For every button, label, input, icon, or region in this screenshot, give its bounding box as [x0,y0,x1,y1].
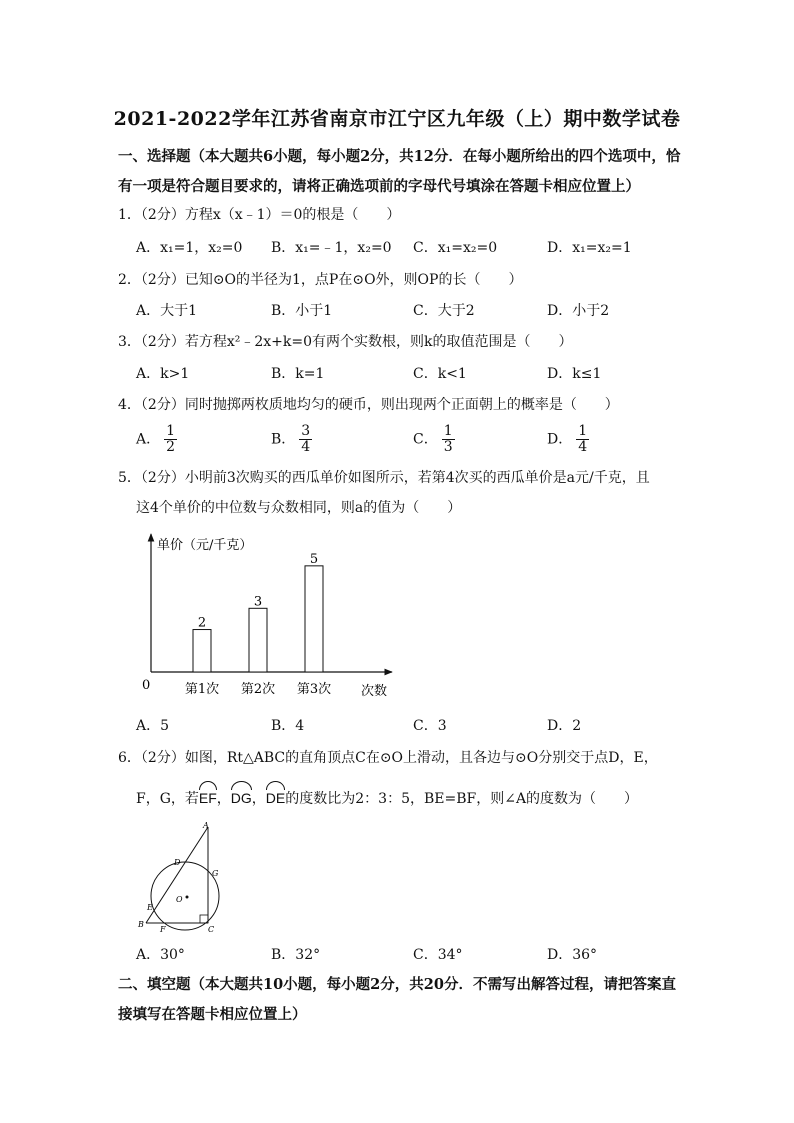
q4-option-a-fraction [164,424,177,455]
center-point [186,896,189,899]
q5-text-line1: 5．（2分）小明前3次购买的西瓜单价如图所示，若第4次买的西瓜单价是a元/千克，且 [118,470,650,486]
section2-heading-line1: 二、填空题（本大题共10小题，每小题2分，共20分．不需写出解答过程，请把答案直 [118,976,676,993]
q4-c-numerator: 1 [443,423,453,439]
q6-line2-prefix: F，G，若 [136,791,199,807]
bar-series [185,552,331,697]
arc-ef: EF [199,786,217,808]
q3-option-a: A．k>1 [136,366,190,382]
q4-a-numerator: 1 [166,423,176,439]
q4-option-d-label: D． [547,431,573,448]
q1-option-d: D．x₁=x₂=1 [547,240,632,256]
arc-de: DE [266,786,285,808]
q4-option-b [271,424,312,455]
q6-sep2: ， [251,791,266,807]
q2-option-d: D．小于2 [547,303,610,319]
q6-text-line2 [136,786,638,809]
q2-text: 2．（2分）已知⊙O的半径为1，点P在⊙O外，则OP的长（ ） [118,272,523,288]
q1-option-a: A．x₁=1，x₂=0 [136,240,243,256]
q5-option-b: B．4 [271,718,305,734]
bar-2 [249,608,267,672]
page-title: 2021-2022学年江苏省南京市江宁区九年级（上）期中数学试卷 [113,108,681,130]
q6-line2-suffix: 的度数比为2：3：5，BE=BF，则∠A的度数为（ ） [285,791,639,807]
q2-option-b: B．小于1 [271,303,333,319]
q1-equation: x（x﹣1）＝0的根是（ ） [212,207,401,223]
q5-option-a: A．5 [136,718,170,734]
label-o: O [176,895,183,904]
q4-option-a-label: A． [136,431,161,448]
category-label-1: 第1次 [184,682,220,697]
q6-sep1: ， [216,791,231,807]
section2-heading-line2: 接填写在答题卡相应位置上） [118,1006,307,1023]
label-b: B [138,920,144,929]
q4-a-denominator: 2 [166,439,176,455]
q3-option-d: D．k≤1 [547,366,602,382]
bar-3 [305,566,323,672]
q5-bar-chart [130,528,410,704]
label-a: A [203,821,209,830]
q6-option-d: D．36° [547,947,598,963]
label-f: F [160,925,166,934]
circle-o [151,862,219,930]
bar-value-label-1: 2 [197,615,207,631]
q4-d-denominator: 4 [578,439,588,455]
q1-option-c: C．x₁=x₂=0 [413,240,498,256]
section1-heading-line2: 有一项是符合题目要求的，请将正确选项前的字母代号填涂在答题卡相应位置上） [118,178,640,195]
q4-option-d-fraction [576,424,589,455]
q2-option-a: A．大于1 [136,303,198,319]
category-label-2: 第2次 [240,682,276,697]
q6-text-line1: 6．（2分）如图，Rt△ABC的直角顶点C在⊙O上滑动，且各边与⊙O分别交于点D，E， [118,750,658,766]
section2-heading [118,970,688,1030]
q5-text-line2: 这4个单价的中位数与众数相同，则a的值为（ ） [136,500,462,516]
q4-option-d [547,424,589,455]
section1-heading-line1: 一、选择题（本大题共6小题，每小题2分，共12分．在每小题所给出的四个选项中，恰 [118,148,681,165]
x-axis-label: 次数 [361,684,388,699]
q3-text: 3．（2分）若方程x²﹣2x+k=0有两个实数根，则k的取值范围是（ ） [118,334,573,350]
segment-ab [146,827,208,923]
bar-1 [193,630,211,672]
arc-dg: DG [231,786,252,808]
q4-c-denominator: 3 [443,439,453,455]
q4-option-c [413,424,455,455]
q4-option-b-fraction [299,424,312,455]
q6-option-a: A．30° [136,947,185,963]
q6-option-c: C．34° [413,947,463,963]
q4-text: 4．（2分）同时抛掷两枚质地均匀的硬币，则出现两个正面朝上的概率是（ ） [118,397,619,413]
q5-option-c: C．3 [413,718,447,734]
section1-heading [118,142,688,202]
q4-option-b-label: B． [271,431,296,448]
q6-geometry-figure [136,820,236,935]
q1-text [118,205,400,225]
q4-option-c-label: C． [413,431,438,448]
label-e: E [147,903,153,912]
q2-option-c: C．大于2 [413,303,475,319]
q4-option-a [136,424,177,455]
q3-option-c: C．k<1 [413,366,467,382]
category-label-3: 第3次 [296,682,332,697]
y-axis-label: 单价（元/千克） [157,538,253,553]
q5-option-d: D．2 [547,718,582,734]
q1-prefix: 1．（2分）方程 [118,207,213,223]
q4-d-numerator: 1 [578,423,588,439]
origin-label: 0 [142,678,151,693]
label-c: C [208,925,215,934]
q4-b-numerator: 3 [301,423,311,439]
bar-value-label-3: 5 [309,551,319,567]
q1-option-b: B．x₁=﹣1，x₂=0 [271,240,392,256]
q4-option-c-fraction [442,424,455,455]
label-g: G [212,869,219,878]
q6-option-b: B．32° [271,947,321,963]
label-d: D [174,858,181,867]
q4-b-denominator: 4 [301,439,311,455]
q3-option-b: B．k=1 [271,366,325,382]
bar-value-label-2: 3 [253,594,263,610]
